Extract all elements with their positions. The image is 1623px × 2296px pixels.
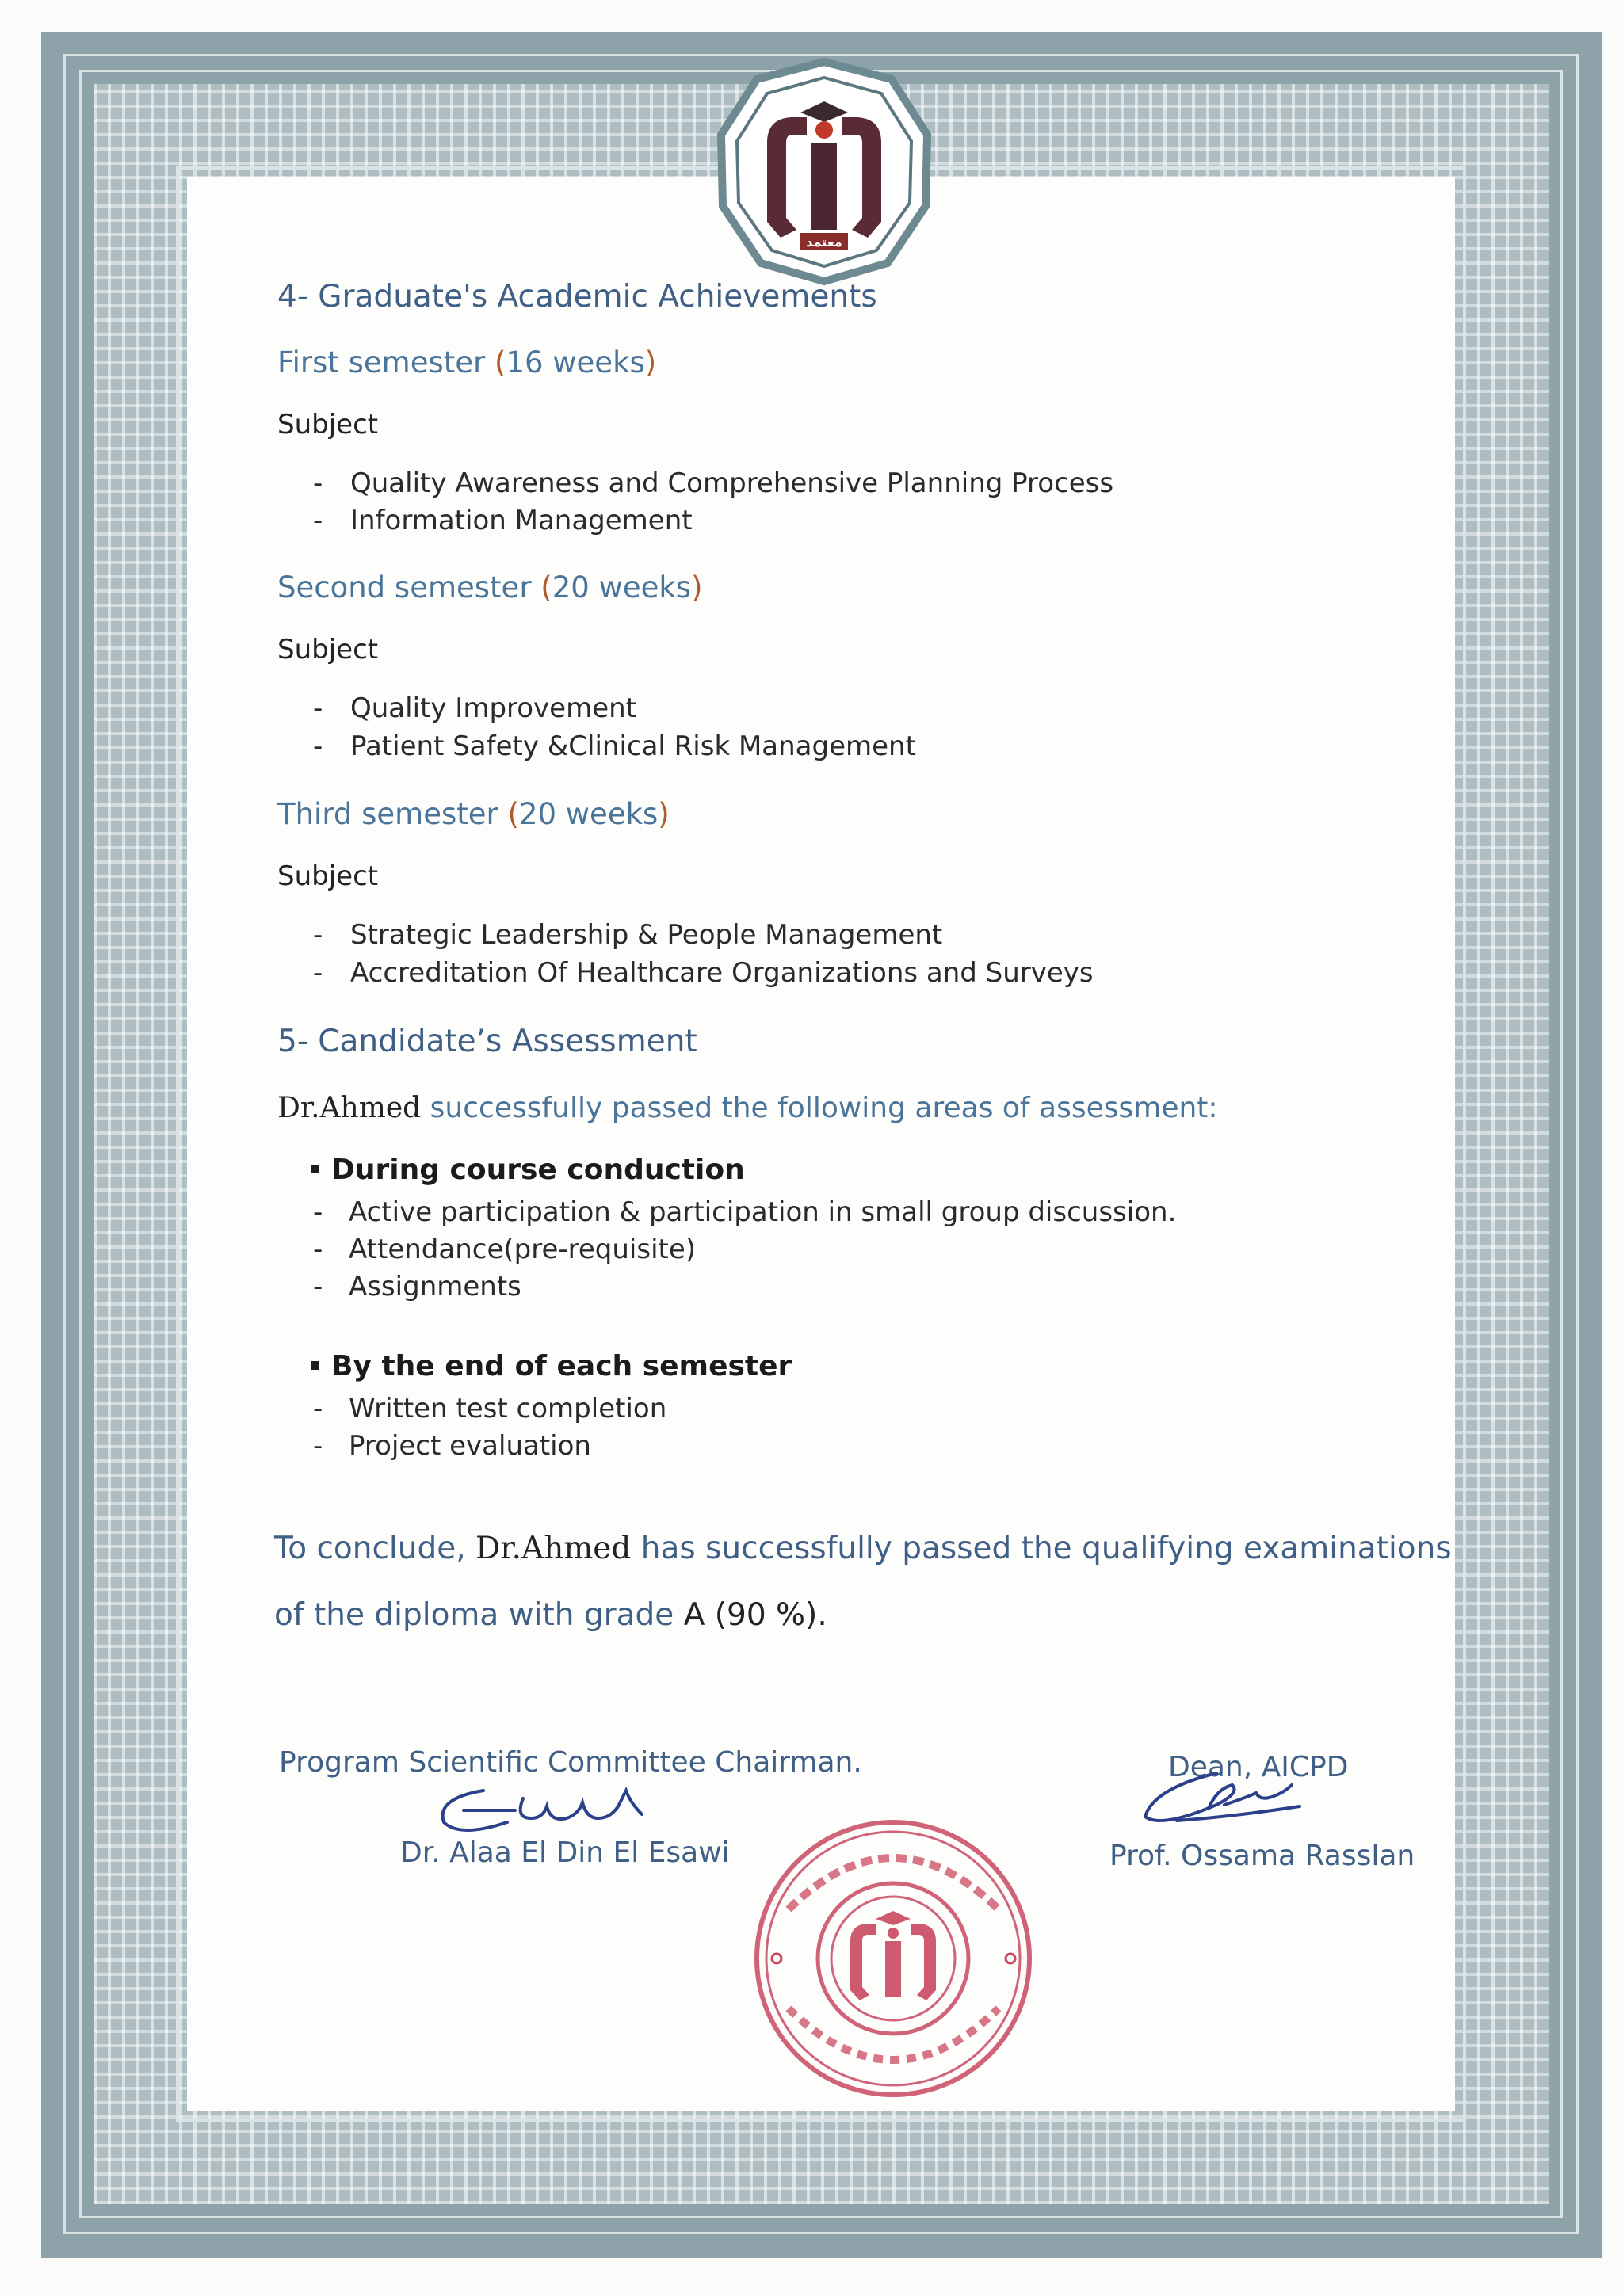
list-item: Written test completion (349, 1393, 667, 1425)
semester-1-heading: First semester (16 weeks) (277, 345, 657, 379)
list-item: Project evaluation (349, 1430, 591, 1462)
assessment-intro: Dr.Ahmed successfully passed the following areas of assessment: (277, 1092, 1218, 1124)
signature-icon (1129, 1757, 1319, 1836)
left-signatory-title: Program Scientific Committee Chairman. (279, 1746, 862, 1779)
assessment-group-heading: During course conduction (331, 1154, 745, 1186)
conclusion-line-2: of the diploma with grade A (90 %). (274, 1597, 827, 1633)
list-item: Active participation & participation in small group discussion. (349, 1196, 1177, 1228)
list-dash: - (313, 1234, 323, 1265)
institute-logo-icon (713, 55, 935, 285)
list-item: Attendance(pre-requisite) (349, 1234, 697, 1265)
semester-2-heading: Second semester (20 weeks) (277, 570, 703, 605)
list-dash: - (313, 1393, 323, 1425)
list-item: Assignments (349, 1271, 521, 1302)
svg-text:معتمد: معتمد (806, 235, 842, 250)
list-dash: - (313, 1196, 323, 1228)
bullet-square (311, 1165, 319, 1173)
semester-3-subject-label: Subject (277, 860, 379, 892)
bullet-square (311, 1361, 319, 1370)
right-signatory-title: Dean, AICPD (1168, 1751, 1349, 1783)
list-dash: - (313, 692, 323, 724)
conclusion-line-1: To conclude, Dr.Ahmed has successfully passed the qualifying examinations (274, 1531, 1452, 1566)
signature-icon (428, 1775, 658, 1846)
semester-2-subject-label: Subject (277, 634, 379, 666)
list-item: Quality Awareness and Comprehensive Planning Process (350, 467, 1114, 499)
list-dash: - (313, 1271, 323, 1302)
section-4-title: 4- Graduate's Academic Achievements (277, 279, 877, 315)
section-5-title: 5- Candidate’s Assessment (277, 1024, 697, 1059)
list-item: Strategic Leadership & People Management (350, 919, 943, 951)
semester-3-heading: Third semester (20 weeks) (277, 797, 670, 831)
list-dash: - (313, 919, 323, 951)
official-stamp-icon (749, 1814, 1038, 2103)
list-item: Information Management (350, 505, 693, 536)
list-dash: - (313, 467, 323, 499)
list-item: Patient Safety &Clinical Risk Management (350, 730, 916, 762)
assessment-group-heading: By the end of each semester (331, 1350, 792, 1383)
semester-1-subject-label: Subject (277, 409, 379, 441)
right-signatory-name: Prof. Ossama Rasslan (1109, 1840, 1415, 1872)
list-item: Accreditation Of Healthcare Organizations and Surveys (350, 957, 1094, 989)
list-dash: - (313, 505, 323, 536)
list-dash: - (313, 957, 323, 989)
left-signatory-name: Dr. Alaa El Din El Esawi (400, 1836, 730, 1869)
list-dash: - (313, 730, 323, 762)
list-dash: - (313, 1430, 323, 1462)
list-item: Quality Improvement (350, 692, 637, 724)
